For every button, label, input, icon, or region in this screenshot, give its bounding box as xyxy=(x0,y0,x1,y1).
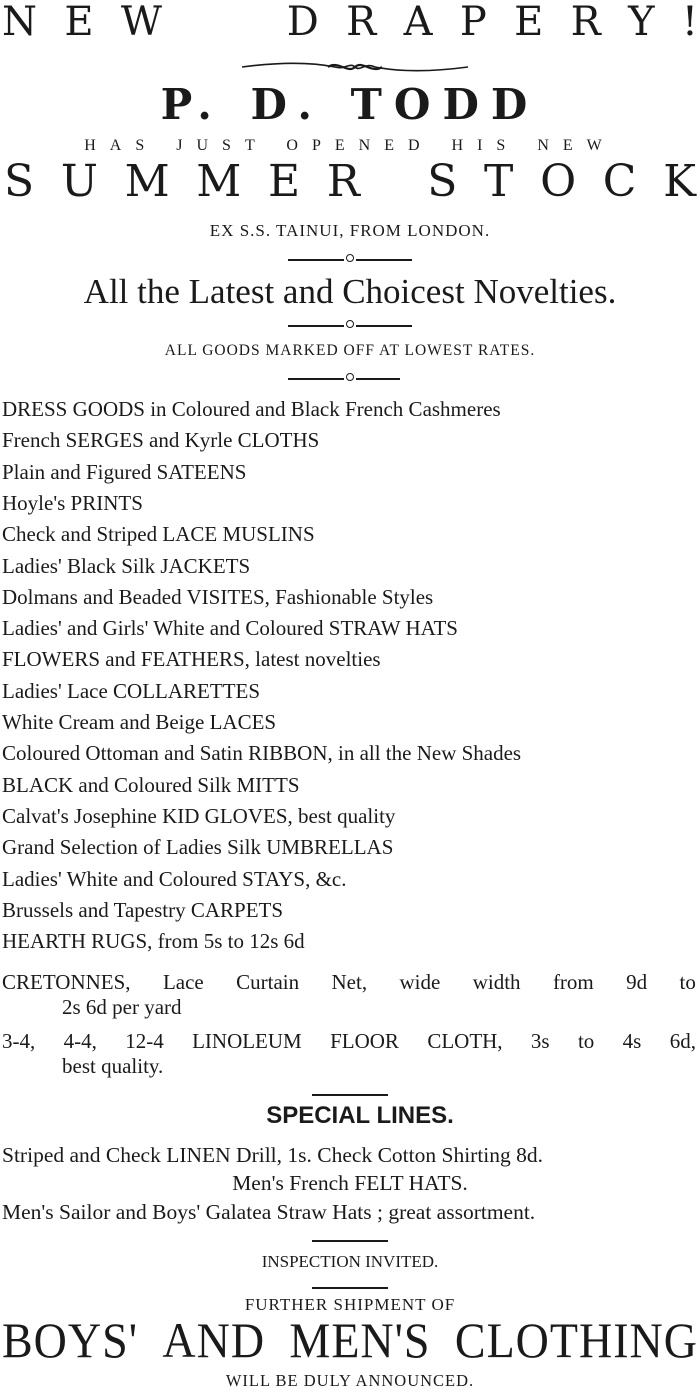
word: wide xyxy=(399,970,441,994)
divider-rule xyxy=(312,1094,388,1096)
word: Curtain xyxy=(236,970,300,994)
merchant-name: P. D. TODD xyxy=(160,80,540,129)
list-item-linoleum xyxy=(2,1031,696,1052)
special-line-linen: Striped and Check LINEN Drill, 1s. Check Cotton Shirting 8d. xyxy=(2,1143,544,1167)
list-item: Ladies' and Girls' White and Coloured STRAW HATS xyxy=(2,616,458,641)
clothing-heading xyxy=(0,1312,700,1368)
further-shipment-line: FURTHER SHIPMENT OF xyxy=(244,1295,456,1314)
headline-letter: A xyxy=(403,0,433,45)
word: from xyxy=(552,970,594,994)
headline xyxy=(0,2,700,46)
divider-rule xyxy=(288,255,412,265)
word: AND xyxy=(162,1312,266,1368)
word: to xyxy=(577,1029,595,1053)
list-item: White Cream and Beige LACES xyxy=(2,710,277,734)
ship-line: EX S.S. TAINUI, FROM LONDON. xyxy=(209,221,491,240)
announced-line: WILL BE DULY ANNOUNCED. xyxy=(225,1371,475,1390)
word: BOYS' xyxy=(2,1312,138,1368)
list-item: BLACK and Coloured Silk MITTS xyxy=(2,772,300,797)
stock-letter: E xyxy=(268,156,301,207)
novelties-heading: All the Latest and Choicest Novelties. xyxy=(83,272,617,311)
stock-letter: S xyxy=(427,156,458,207)
inspection-line: INSPECTION INVITED. xyxy=(261,1252,439,1271)
stock-letter: U xyxy=(60,156,98,207)
list-item: Brussels and Tapestry CARPETS xyxy=(2,897,284,922)
word: Net, xyxy=(331,970,368,994)
divider-rule xyxy=(312,1287,388,1289)
list-item: Coloured Ottoman and Satin RIBBON, in all the New Shades xyxy=(2,741,522,766)
word: width xyxy=(472,970,521,994)
special-line-felt-hats: Men's French FELT HATS. xyxy=(232,1171,468,1195)
headline-letter: R xyxy=(346,0,377,45)
marked-line: ALL GOODS MARKED OFF AT LOWEST RATES. xyxy=(164,342,536,359)
headline-gap xyxy=(189,2,259,42)
divider-rule xyxy=(312,1240,388,1242)
list-item: Ladies' Lace COLLARETTES xyxy=(2,678,261,703)
word: CLOTH, xyxy=(427,1029,503,1053)
headline-letter: E xyxy=(64,0,94,45)
headline-letter: P xyxy=(459,0,487,45)
ornament-flourish xyxy=(240,58,470,76)
headline-letter: W xyxy=(120,0,163,45)
word: Lace xyxy=(162,970,204,994)
word: CLOTHING xyxy=(454,1312,698,1368)
word: 3-4, xyxy=(2,1029,36,1053)
headline-letter: E xyxy=(514,0,544,45)
headline-letter: N xyxy=(2,0,37,45)
list-item: French SERGES and Kyrle CLOTHS xyxy=(2,428,320,453)
headline-letter: Y xyxy=(628,0,655,45)
list-item: Dolmans and Beaded VISITES, Fashionable Styles xyxy=(2,584,434,609)
word: CRETONNES, xyxy=(2,970,131,994)
special-line-straw-hats: Men's Sailor and Boys' Galatea Straw Hats ; great assortment. xyxy=(2,1200,536,1224)
word: 4-4, xyxy=(63,1029,97,1053)
stock-letter: O xyxy=(540,156,577,207)
list-item-continuation: best quality. xyxy=(62,1054,164,1078)
headline-letter: D xyxy=(286,0,319,45)
list-item: Hoyle's PRINTS xyxy=(2,490,143,515)
word: 3s xyxy=(530,1029,550,1053)
headline-letter: R xyxy=(570,0,601,45)
list-item-continuation: 2s 6d per yard xyxy=(62,995,182,1019)
word: 9d xyxy=(626,970,648,994)
stock-letter xyxy=(387,160,401,204)
divider-rule xyxy=(288,374,412,384)
opened-line: HAS JUST OPENED HIS NEW xyxy=(84,137,616,154)
list-item: Check and Striped LACE MUSLINS xyxy=(2,522,315,547)
word: LINOLEUM xyxy=(192,1029,302,1053)
list-item: Grand Selection of Ladies Silk UMBRELLAS xyxy=(2,835,394,860)
word: 6d, xyxy=(669,1029,696,1053)
headline-letter: ! xyxy=(681,0,698,45)
special-lines-heading: SPECIAL LINES. xyxy=(266,1102,454,1129)
list-item: HEARTH RUGS, from 5s to 12s 6d xyxy=(2,929,305,954)
stock-letter: T xyxy=(484,156,514,207)
list-item: Ladies' White and Coloured STAYS, &c. xyxy=(2,866,347,891)
list-item: Plain and Figured SATEENS xyxy=(2,459,247,484)
word: to xyxy=(679,970,696,994)
stock-letter: R xyxy=(326,156,360,207)
stock-letter: M xyxy=(196,156,242,207)
word: 4s xyxy=(622,1029,642,1053)
list-item-cretonnes xyxy=(2,972,696,993)
list-item: DRESS GOODS in Coloured and Black French Cashmeres xyxy=(2,397,501,421)
stock-letter: C xyxy=(602,156,637,207)
stock-letter: M xyxy=(124,156,170,207)
list-item: Ladies' Black Silk JACKETS xyxy=(2,553,251,578)
list-item: FLOWERS and FEATHERS, latest novelties xyxy=(2,647,381,672)
word: MEN'S xyxy=(289,1312,431,1368)
stock-letter: S xyxy=(4,156,35,207)
list-item: Calvat's Josephine KID GLOVES, best quality xyxy=(2,803,396,828)
word: 12-4 xyxy=(125,1029,164,1053)
summer-stock xyxy=(0,156,700,207)
word: FLOOR xyxy=(330,1029,399,1053)
stock-letter: K xyxy=(663,156,696,207)
divider-rule xyxy=(288,321,412,331)
